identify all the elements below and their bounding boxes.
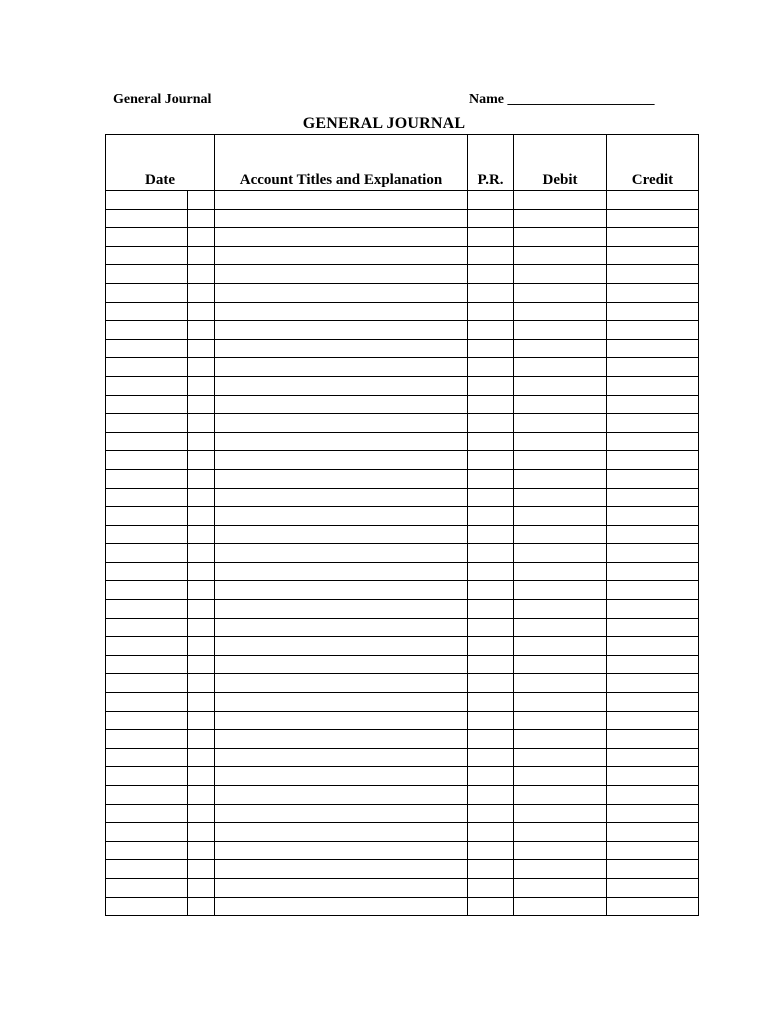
column-header-account-titles: Account Titles and Explanation bbox=[215, 135, 468, 191]
date-day-cell[interactable] bbox=[188, 618, 215, 637]
date-day-cell[interactable] bbox=[188, 767, 215, 786]
account-title-cell[interactable] bbox=[215, 674, 468, 693]
account-title-cell[interactable] bbox=[215, 730, 468, 749]
credit-cell[interactable] bbox=[607, 376, 699, 395]
date-month-cell[interactable] bbox=[106, 618, 188, 637]
debit-cell[interactable] bbox=[514, 897, 607, 916]
date-day-cell[interactable] bbox=[188, 748, 215, 767]
account-title-cell[interactable] bbox=[215, 711, 468, 730]
credit-cell[interactable] bbox=[607, 786, 699, 805]
account-title-cell[interactable] bbox=[215, 191, 468, 210]
account-title-cell[interactable] bbox=[215, 562, 468, 581]
date-day-cell[interactable] bbox=[188, 321, 215, 340]
credit-cell[interactable] bbox=[607, 283, 699, 302]
date-month-cell[interactable] bbox=[106, 246, 188, 265]
journal-body bbox=[106, 191, 699, 916]
credit-cell[interactable] bbox=[607, 748, 699, 767]
date-month-cell[interactable] bbox=[106, 228, 188, 247]
pr-cell[interactable] bbox=[468, 786, 514, 805]
date-day-cell[interactable] bbox=[188, 283, 215, 302]
journal-row bbox=[106, 655, 699, 674]
date-month-cell[interactable] bbox=[106, 469, 188, 488]
credit-cell[interactable] bbox=[607, 544, 699, 563]
date-month-cell[interactable] bbox=[106, 730, 188, 749]
credit-cell[interactable] bbox=[607, 841, 699, 860]
journal-row bbox=[106, 618, 699, 637]
journal-row bbox=[106, 804, 699, 823]
pr-cell[interactable] bbox=[468, 897, 514, 916]
account-title-cell[interactable] bbox=[215, 488, 468, 507]
debit-cell[interactable] bbox=[514, 395, 607, 414]
debit-cell[interactable] bbox=[514, 841, 607, 860]
account-title-cell[interactable] bbox=[215, 841, 468, 860]
credit-cell[interactable] bbox=[607, 246, 699, 265]
column-header-credit: Credit bbox=[607, 135, 699, 191]
date-month-cell[interactable] bbox=[106, 860, 188, 879]
credit-cell[interactable] bbox=[607, 730, 699, 749]
date-month-cell[interactable] bbox=[106, 804, 188, 823]
journal-row bbox=[106, 191, 699, 210]
debit-cell[interactable] bbox=[514, 414, 607, 433]
credit-cell[interactable] bbox=[607, 488, 699, 507]
credit-cell[interactable] bbox=[607, 265, 699, 284]
date-month-cell[interactable] bbox=[106, 358, 188, 377]
journal-row bbox=[106, 283, 699, 302]
date-day-cell[interactable] bbox=[188, 432, 215, 451]
debit-cell[interactable] bbox=[514, 786, 607, 805]
pr-cell[interactable] bbox=[468, 655, 514, 674]
date-day-cell[interactable] bbox=[188, 507, 215, 526]
credit-cell[interactable] bbox=[607, 674, 699, 693]
date-month-cell[interactable] bbox=[106, 376, 188, 395]
debit-cell[interactable] bbox=[514, 283, 607, 302]
date-day-cell[interactable] bbox=[188, 451, 215, 470]
journal-row bbox=[106, 711, 699, 730]
debit-cell[interactable] bbox=[514, 674, 607, 693]
date-month-cell[interactable] bbox=[106, 655, 188, 674]
date-month-cell[interactable] bbox=[106, 283, 188, 302]
pr-cell[interactable] bbox=[468, 321, 514, 340]
journal-row bbox=[106, 748, 699, 767]
date-month-cell[interactable] bbox=[106, 321, 188, 340]
credit-cell[interactable] bbox=[607, 711, 699, 730]
date-day-cell[interactable] bbox=[188, 897, 215, 916]
credit-cell[interactable] bbox=[607, 469, 699, 488]
journal-row bbox=[106, 878, 699, 897]
account-title-cell[interactable] bbox=[215, 376, 468, 395]
journal-row bbox=[106, 414, 699, 433]
credit-cell[interactable] bbox=[607, 507, 699, 526]
account-title-cell[interactable] bbox=[215, 414, 468, 433]
debit-cell[interactable] bbox=[514, 748, 607, 767]
date-month-cell[interactable] bbox=[106, 767, 188, 786]
date-day-cell[interactable] bbox=[188, 878, 215, 897]
column-header-date: Date bbox=[106, 135, 215, 191]
date-month-cell[interactable] bbox=[106, 897, 188, 916]
pr-cell[interactable] bbox=[468, 339, 514, 358]
date-day-cell[interactable] bbox=[188, 581, 215, 600]
account-title-cell[interactable] bbox=[215, 860, 468, 879]
pr-cell[interactable] bbox=[468, 693, 514, 712]
date-day-cell[interactable] bbox=[188, 191, 215, 210]
journal-row bbox=[106, 488, 699, 507]
account-title-cell[interactable] bbox=[215, 451, 468, 470]
pr-cell[interactable] bbox=[468, 451, 514, 470]
debit-cell[interactable] bbox=[514, 339, 607, 358]
date-month-cell[interactable] bbox=[106, 488, 188, 507]
pr-cell[interactable] bbox=[468, 730, 514, 749]
date-month-cell[interactable] bbox=[106, 693, 188, 712]
credit-cell[interactable] bbox=[607, 581, 699, 600]
pr-cell[interactable] bbox=[468, 432, 514, 451]
date-month-cell[interactable] bbox=[106, 878, 188, 897]
debit-cell[interactable] bbox=[514, 711, 607, 730]
column-header-debit: Debit bbox=[514, 135, 607, 191]
journal-row bbox=[106, 637, 699, 656]
account-title-cell[interactable] bbox=[215, 823, 468, 842]
credit-cell[interactable] bbox=[607, 897, 699, 916]
journal-row bbox=[106, 600, 699, 619]
journal-row bbox=[106, 860, 699, 879]
date-day-cell[interactable] bbox=[188, 395, 215, 414]
journal-row bbox=[106, 730, 699, 749]
journal-row bbox=[106, 432, 699, 451]
debit-cell[interactable] bbox=[514, 655, 607, 674]
debit-cell[interactable] bbox=[514, 451, 607, 470]
pr-cell[interactable] bbox=[468, 711, 514, 730]
date-month-cell[interactable] bbox=[106, 841, 188, 860]
pr-cell[interactable] bbox=[468, 469, 514, 488]
pr-cell[interactable] bbox=[468, 544, 514, 563]
name-field-label: Name _____________________ bbox=[469, 92, 655, 107]
date-month-cell[interactable] bbox=[106, 191, 188, 210]
pr-cell[interactable] bbox=[468, 860, 514, 879]
credit-cell[interactable] bbox=[607, 432, 699, 451]
pr-cell[interactable] bbox=[468, 823, 514, 842]
date-day-cell[interactable] bbox=[188, 228, 215, 247]
account-title-cell[interactable] bbox=[215, 804, 468, 823]
account-title-cell[interactable] bbox=[215, 265, 468, 284]
journal-row bbox=[106, 562, 699, 581]
journal-row bbox=[106, 581, 699, 600]
date-month-cell[interactable] bbox=[106, 562, 188, 581]
debit-cell[interactable] bbox=[514, 562, 607, 581]
credit-cell[interactable] bbox=[607, 358, 699, 377]
account-title-cell[interactable] bbox=[215, 469, 468, 488]
pr-cell[interactable] bbox=[468, 246, 514, 265]
journal-row bbox=[106, 469, 699, 488]
credit-cell[interactable] bbox=[607, 878, 699, 897]
pr-cell[interactable] bbox=[468, 395, 514, 414]
journal-header-row bbox=[106, 135, 699, 191]
date-day-cell[interactable] bbox=[188, 674, 215, 693]
column-header-pr: P.R. bbox=[468, 135, 514, 191]
pr-cell[interactable] bbox=[468, 767, 514, 786]
credit-cell[interactable] bbox=[607, 600, 699, 619]
pr-cell[interactable] bbox=[468, 228, 514, 247]
date-day-cell[interactable] bbox=[188, 860, 215, 879]
date-day-cell[interactable] bbox=[188, 841, 215, 860]
date-month-cell[interactable] bbox=[106, 414, 188, 433]
account-title-cell[interactable] bbox=[215, 339, 468, 358]
journal-table bbox=[105, 134, 699, 916]
journal-row bbox=[106, 302, 699, 321]
account-title-cell[interactable] bbox=[215, 228, 468, 247]
journal-row bbox=[106, 841, 699, 860]
date-day-cell[interactable] bbox=[188, 376, 215, 395]
date-month-cell[interactable] bbox=[106, 302, 188, 321]
account-title-cell[interactable] bbox=[215, 432, 468, 451]
pr-cell[interactable] bbox=[468, 618, 514, 637]
debit-cell[interactable] bbox=[514, 544, 607, 563]
credit-cell[interactable] bbox=[607, 414, 699, 433]
pr-cell[interactable] bbox=[468, 878, 514, 897]
account-title-cell[interactable] bbox=[215, 600, 468, 619]
debit-cell[interactable] bbox=[514, 246, 607, 265]
credit-cell[interactable] bbox=[607, 637, 699, 656]
debit-cell[interactable] bbox=[514, 525, 607, 544]
account-title-cell[interactable] bbox=[215, 693, 468, 712]
account-title-cell[interactable] bbox=[215, 748, 468, 767]
pr-cell[interactable] bbox=[468, 525, 514, 544]
journal-row bbox=[106, 451, 699, 470]
date-month-cell[interactable] bbox=[106, 209, 188, 228]
credit-cell[interactable] bbox=[607, 321, 699, 340]
debit-cell[interactable] bbox=[514, 358, 607, 377]
account-title-cell[interactable] bbox=[215, 786, 468, 805]
date-day-cell[interactable] bbox=[188, 711, 215, 730]
journal-row bbox=[106, 358, 699, 377]
debit-cell[interactable] bbox=[514, 767, 607, 786]
credit-cell[interactable] bbox=[607, 562, 699, 581]
date-month-cell[interactable] bbox=[106, 823, 188, 842]
journal-row bbox=[106, 693, 699, 712]
debit-cell[interactable] bbox=[514, 878, 607, 897]
date-day-cell[interactable] bbox=[188, 637, 215, 656]
journal-row bbox=[106, 897, 699, 916]
date-day-cell[interactable] bbox=[188, 246, 215, 265]
journal-row bbox=[106, 246, 699, 265]
date-month-cell[interactable] bbox=[106, 674, 188, 693]
account-title-cell[interactable] bbox=[215, 395, 468, 414]
credit-cell[interactable] bbox=[607, 451, 699, 470]
date-day-cell[interactable] bbox=[188, 562, 215, 581]
journal-row bbox=[106, 339, 699, 358]
pr-cell[interactable] bbox=[468, 358, 514, 377]
debit-cell[interactable] bbox=[514, 581, 607, 600]
date-day-cell[interactable] bbox=[188, 655, 215, 674]
credit-cell[interactable] bbox=[607, 525, 699, 544]
journal-row bbox=[106, 321, 699, 340]
date-day-cell[interactable] bbox=[188, 804, 215, 823]
pr-cell[interactable] bbox=[468, 804, 514, 823]
date-month-cell[interactable] bbox=[106, 432, 188, 451]
date-day-cell[interactable] bbox=[188, 414, 215, 433]
debit-cell[interactable] bbox=[514, 265, 607, 284]
journal-row bbox=[106, 544, 699, 563]
date-day-cell[interactable] bbox=[188, 209, 215, 228]
date-day-cell[interactable] bbox=[188, 544, 215, 563]
debit-cell[interactable] bbox=[514, 302, 607, 321]
pr-cell[interactable] bbox=[468, 376, 514, 395]
account-title-cell[interactable] bbox=[215, 618, 468, 637]
date-month-cell[interactable] bbox=[106, 451, 188, 470]
date-day-cell[interactable] bbox=[188, 469, 215, 488]
header-left-label: General Journal bbox=[113, 92, 212, 107]
debit-cell[interactable] bbox=[514, 730, 607, 749]
pr-cell[interactable] bbox=[468, 488, 514, 507]
account-title-cell[interactable] bbox=[215, 525, 468, 544]
journal-row bbox=[106, 265, 699, 284]
date-month-cell[interactable] bbox=[106, 265, 188, 284]
pr-cell[interactable] bbox=[468, 265, 514, 284]
account-title-cell[interactable] bbox=[215, 767, 468, 786]
date-day-cell[interactable] bbox=[188, 358, 215, 377]
debit-cell[interactable] bbox=[514, 637, 607, 656]
pr-cell[interactable] bbox=[468, 637, 514, 656]
debit-cell[interactable] bbox=[514, 469, 607, 488]
pr-cell[interactable] bbox=[468, 674, 514, 693]
date-day-cell[interactable] bbox=[188, 302, 215, 321]
date-month-cell[interactable] bbox=[106, 507, 188, 526]
account-title-cell[interactable] bbox=[215, 507, 468, 526]
credit-cell[interactable] bbox=[607, 302, 699, 321]
debit-cell[interactable] bbox=[514, 618, 607, 637]
date-month-cell[interactable] bbox=[106, 339, 188, 358]
account-title-cell[interactable] bbox=[215, 897, 468, 916]
pr-cell[interactable] bbox=[468, 600, 514, 619]
credit-cell[interactable] bbox=[607, 395, 699, 414]
pr-cell[interactable] bbox=[468, 283, 514, 302]
debit-cell[interactable] bbox=[514, 860, 607, 879]
credit-cell[interactable] bbox=[607, 228, 699, 247]
date-month-cell[interactable] bbox=[106, 544, 188, 563]
pr-cell[interactable] bbox=[468, 191, 514, 210]
debit-cell[interactable] bbox=[514, 432, 607, 451]
account-title-cell[interactable] bbox=[215, 637, 468, 656]
account-title-cell[interactable] bbox=[215, 581, 468, 600]
date-day-cell[interactable] bbox=[188, 339, 215, 358]
debit-cell[interactable] bbox=[514, 804, 607, 823]
date-month-cell[interactable] bbox=[106, 600, 188, 619]
credit-cell[interactable] bbox=[607, 804, 699, 823]
date-day-cell[interactable] bbox=[188, 525, 215, 544]
pr-cell[interactable] bbox=[468, 302, 514, 321]
account-title-cell[interactable] bbox=[215, 209, 468, 228]
pr-cell[interactable] bbox=[468, 507, 514, 526]
date-month-cell[interactable] bbox=[106, 711, 188, 730]
debit-cell[interactable] bbox=[514, 321, 607, 340]
account-title-cell[interactable] bbox=[215, 878, 468, 897]
account-title-cell[interactable] bbox=[215, 283, 468, 302]
date-day-cell[interactable] bbox=[188, 823, 215, 842]
journal-row bbox=[106, 786, 699, 805]
journal-row bbox=[106, 674, 699, 693]
journal-row bbox=[106, 767, 699, 786]
date-day-cell[interactable] bbox=[188, 693, 215, 712]
date-month-cell[interactable] bbox=[106, 786, 188, 805]
pr-cell[interactable] bbox=[468, 841, 514, 860]
journal-row bbox=[106, 376, 699, 395]
date-month-cell[interactable] bbox=[106, 525, 188, 544]
date-day-cell[interactable] bbox=[188, 265, 215, 284]
credit-cell[interactable] bbox=[607, 209, 699, 228]
debit-cell[interactable] bbox=[514, 209, 607, 228]
account-title-cell[interactable] bbox=[215, 544, 468, 563]
date-day-cell[interactable] bbox=[188, 488, 215, 507]
debit-cell[interactable] bbox=[514, 228, 607, 247]
debit-cell[interactable] bbox=[514, 376, 607, 395]
pr-cell[interactable] bbox=[468, 581, 514, 600]
date-month-cell[interactable] bbox=[106, 637, 188, 656]
date-day-cell[interactable] bbox=[188, 786, 215, 805]
debit-cell[interactable] bbox=[514, 488, 607, 507]
credit-cell[interactable] bbox=[607, 339, 699, 358]
credit-cell[interactable] bbox=[607, 860, 699, 879]
debit-cell[interactable] bbox=[514, 823, 607, 842]
credit-cell[interactable] bbox=[607, 191, 699, 210]
journal-row bbox=[106, 507, 699, 526]
date-month-cell[interactable] bbox=[106, 581, 188, 600]
pr-cell[interactable] bbox=[468, 748, 514, 767]
credit-cell[interactable] bbox=[607, 823, 699, 842]
page-title: GENERAL JOURNAL bbox=[302, 115, 466, 132]
debit-cell[interactable] bbox=[514, 693, 607, 712]
account-title-cell[interactable] bbox=[215, 655, 468, 674]
debit-cell[interactable] bbox=[514, 600, 607, 619]
credit-cell[interactable] bbox=[607, 655, 699, 674]
credit-cell[interactable] bbox=[607, 693, 699, 712]
date-month-cell[interactable] bbox=[106, 395, 188, 414]
date-day-cell[interactable] bbox=[188, 730, 215, 749]
pr-cell[interactable] bbox=[468, 209, 514, 228]
account-title-cell[interactable] bbox=[215, 358, 468, 377]
journal-row bbox=[106, 228, 699, 247]
date-day-cell[interactable] bbox=[188, 600, 215, 619]
journal-row bbox=[106, 395, 699, 414]
account-title-cell[interactable] bbox=[215, 321, 468, 340]
credit-cell[interactable] bbox=[607, 767, 699, 786]
date-month-cell[interactable] bbox=[106, 748, 188, 767]
pr-cell[interactable] bbox=[468, 562, 514, 581]
journal-row bbox=[106, 209, 699, 228]
pr-cell[interactable] bbox=[468, 414, 514, 433]
debit-cell[interactable] bbox=[514, 507, 607, 526]
journal-row bbox=[106, 823, 699, 842]
account-title-cell[interactable] bbox=[215, 302, 468, 321]
debit-cell[interactable] bbox=[514, 191, 607, 210]
journal-row bbox=[106, 525, 699, 544]
account-title-cell[interactable] bbox=[215, 246, 468, 265]
credit-cell[interactable] bbox=[607, 618, 699, 637]
